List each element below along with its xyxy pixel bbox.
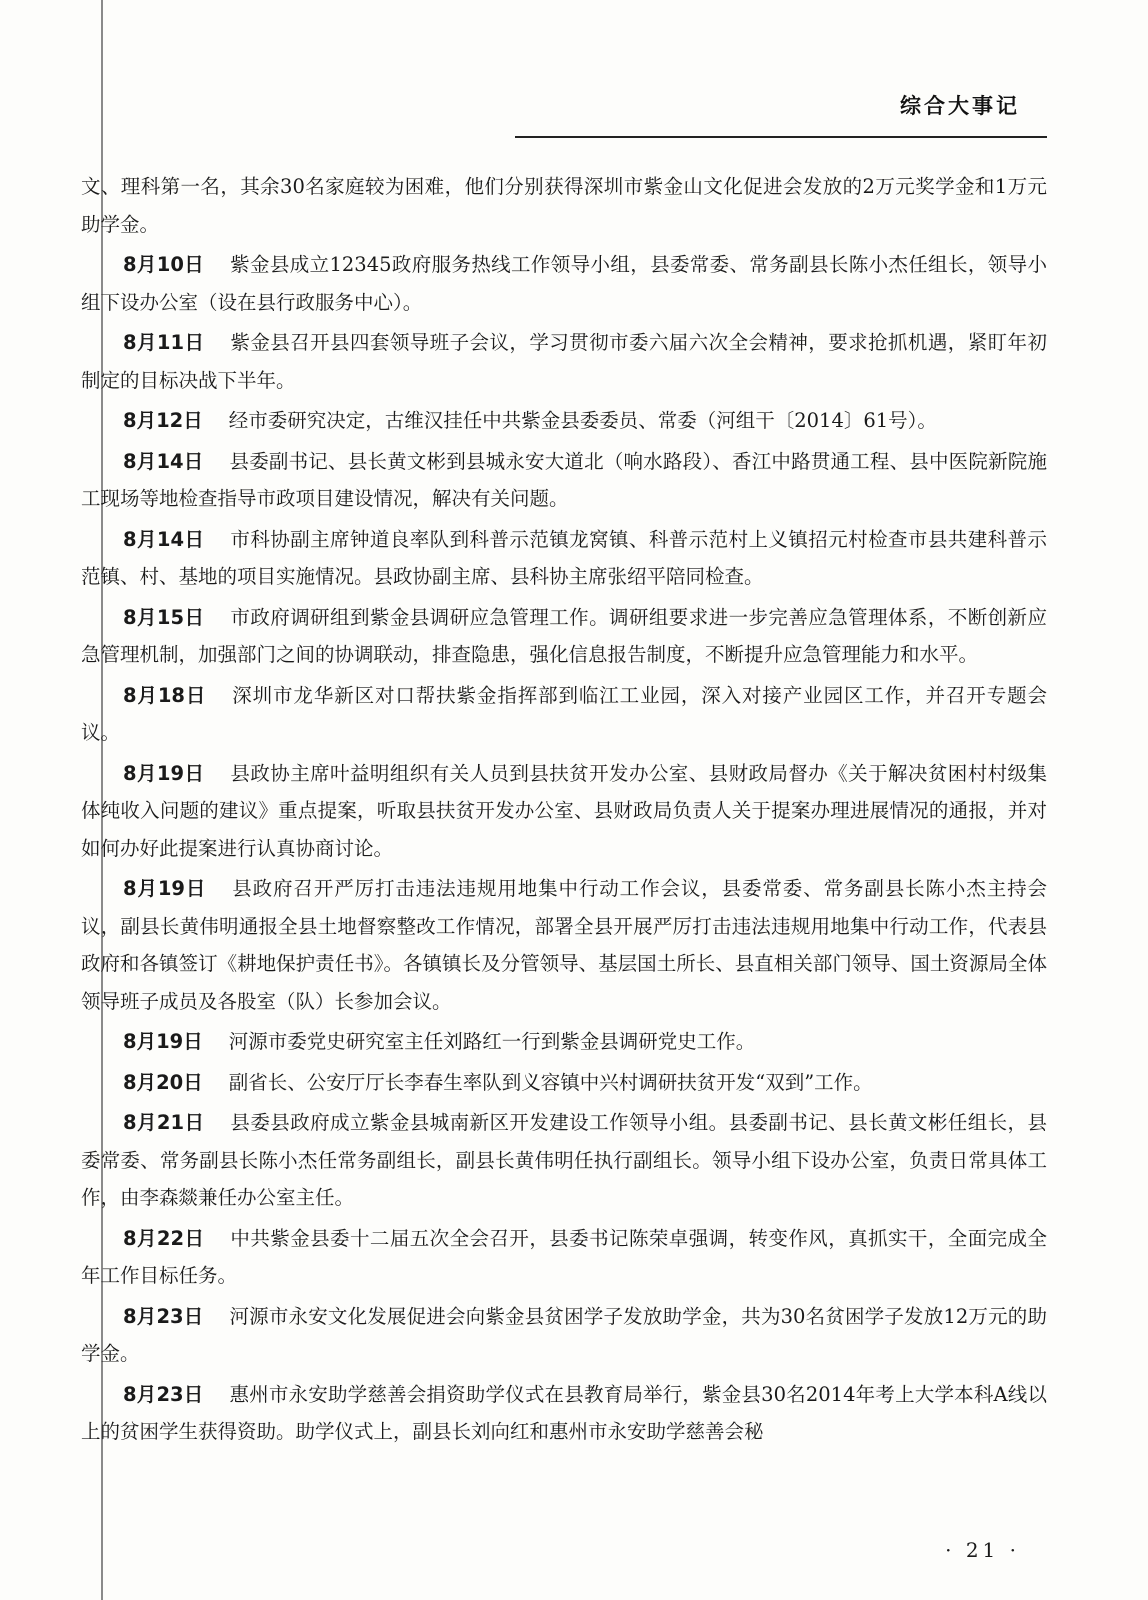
header-rule — [515, 136, 1047, 138]
entry-text: 惠州市永安助学慈善会捐资助学仪式在县教育局举行，紫金县30名2014年考上大学本科A线以上的贫困学生获得资助。助学仪式上，副县长刘向红和惠州市永安助学慈善会秘 — [81, 1382, 1047, 1443]
entry-text: 深圳市龙华新区对口帮扶紫金指挥部到临江工业园，深入对接产业园区工作，并召开专题会议。 — [81, 683, 1047, 744]
chronicle-body — [81, 168, 1047, 1454]
entry-date: 8月19日 — [123, 761, 205, 785]
chronicle-entry — [81, 1220, 1047, 1295]
page-number: · 21 · — [945, 1538, 1020, 1562]
section-title: 综合大事记 — [900, 94, 1020, 118]
entry-date: 8月20日 — [123, 1070, 203, 1094]
entry-date: 8月22日 — [123, 1226, 205, 1250]
entry-text: 市政府调研组到紫金县调研应急管理工作。调研组要求进一步完善应急管理体系，不断创新应急管理机制，加强部门之间的协调联动，排查隐患，强化信息报告制度，不断提升应急管理能力和水平。 — [81, 605, 1047, 666]
entry-date: 8月21日 — [123, 1111, 205, 1134]
entry-text: 紫金县成立12345政府服务热线工作领导小组，县委常委、常务副县长陈小杰任组长，领导小组下设办公室（设在县行政服务中心）。 — [81, 253, 1047, 314]
chronicle-entry — [81, 246, 1047, 321]
chronicle-entry — [81, 755, 1047, 868]
chronicle-entry — [81, 402, 1047, 440]
entry-text: 县委县政府成立紫金县城南新区开发建设工作领导小组。县委副书记、县长黄文彬任组长，县委常委、常务副县长陈小杰任常务副组长，副县长黄伟明任执行副组长。领导小组下设办公室，负责日常具体工作，由李森燚兼任办公室主任。 — [81, 1111, 1047, 1209]
chronicle-entry — [81, 324, 1047, 399]
entry-text: 河源市永安文化发展促进会向紫金县贫困学子发放助学金，共为30名贫困学子发放12万元的助学金。 — [81, 1304, 1047, 1365]
chronicle-entry — [81, 1064, 1047, 1102]
entry-text: 经市委研究决定，古维汉挂任中共紫金县委委员、常委（河组干〔2014〕61号）。 — [228, 409, 937, 432]
entry-date: 8月23日 — [123, 1382, 204, 1406]
entry-date: 8月12日 — [123, 409, 203, 432]
entry-text: 县政协主席叶益明组织有关人员到县扶贫开发办公室、县财政局督办《关于解决贫困村村级集体纯收入问题的建议》重点提案，听取县扶贫开发办公室、县财政局负责人关于提案办理进展情况的通报，并对如何办好此提案进行认真协商讨论。 — [81, 761, 1047, 860]
entry-date: 8月18日 — [123, 683, 207, 707]
entry-text: 紫金县召开县四套领导班子会议，学习贯彻市委六届六次全会精神，要求抢抓机遇，紧盯年初制定的目标决战下半年。 — [81, 331, 1047, 392]
entry-date: 8月23日 — [123, 1304, 204, 1328]
chronicle-entry — [81, 1376, 1047, 1451]
chronicle-entry — [81, 443, 1047, 518]
chronicle-entry — [81, 1104, 1047, 1217]
chronicle-entry — [81, 1298, 1047, 1373]
entry-text: 县委副书记、县长黄文彬到县城永安大道北（响水路段）、香江中路贯通工程、县中医院新院施工现场等地检查指导市政项目建设情况，解决有关问题。 — [81, 449, 1047, 510]
chronicle-entry — [81, 1023, 1047, 1061]
chronicle-entry — [81, 599, 1047, 674]
entry-date: 8月11日 — [123, 331, 205, 354]
entry-date: 8月19日 — [123, 877, 207, 900]
continuation-paragraph: 文、理科第一名，其余30名家庭较为困难，他们分别获得深圳市紫金山文化促进会发放的2万元奖学金和1万元助学金。 — [81, 175, 1047, 236]
entry-text: 河源市委党史研究室主任刘路红一行到紫金县调研党史工作。 — [228, 1030, 756, 1053]
entry-date: 8月10日 — [123, 253, 205, 276]
chronicle-entry — [81, 870, 1047, 1020]
entry-date: 8月15日 — [123, 605, 205, 629]
entry-text: 中共紫金县委十二届五次全会召开，县委书记陈荣卓强调，转变作风，真抓实干，全面完成全年工作目标任务。 — [81, 1226, 1047, 1287]
chronicle-entry — [81, 677, 1047, 752]
entry-text: 县政府召开严厉打击违法违规用地集中行动工作会议，县委常委、常务副县长陈小杰主持会议，副县长黄伟明通报全县土地督察整改工作情况，部署全县开展严厉打击违法违规用地集中行动工作，代表县政府和各镇签订《耕地保护责任书》。各镇镇长及分管领导、基层国土所长、县直相关部门领导、国土资源局全体领导班子成员及各股室（队）长参加会议。 — [81, 877, 1047, 1013]
entry-date: 8月19日 — [123, 1030, 203, 1053]
entry-text: 市科协副主席钟道良率队到科普示范镇龙窝镇、科普示范村上义镇招元村检查市县共建科普示范镇、村、基地的项目实施情况。县政协副主席、县科协主席张绍平陪同检查。 — [81, 527, 1047, 588]
entry-list — [81, 246, 1047, 1451]
entry-text: 副省长、公安厅厅长李春生率队到义容镇中兴村调研扶贫开发“双到”工作。 — [228, 1070, 873, 1094]
entry-date: 8月14日 — [123, 527, 205, 551]
chronicle-entry — [81, 521, 1047, 596]
entry-date: 8月14日 — [123, 449, 204, 473]
